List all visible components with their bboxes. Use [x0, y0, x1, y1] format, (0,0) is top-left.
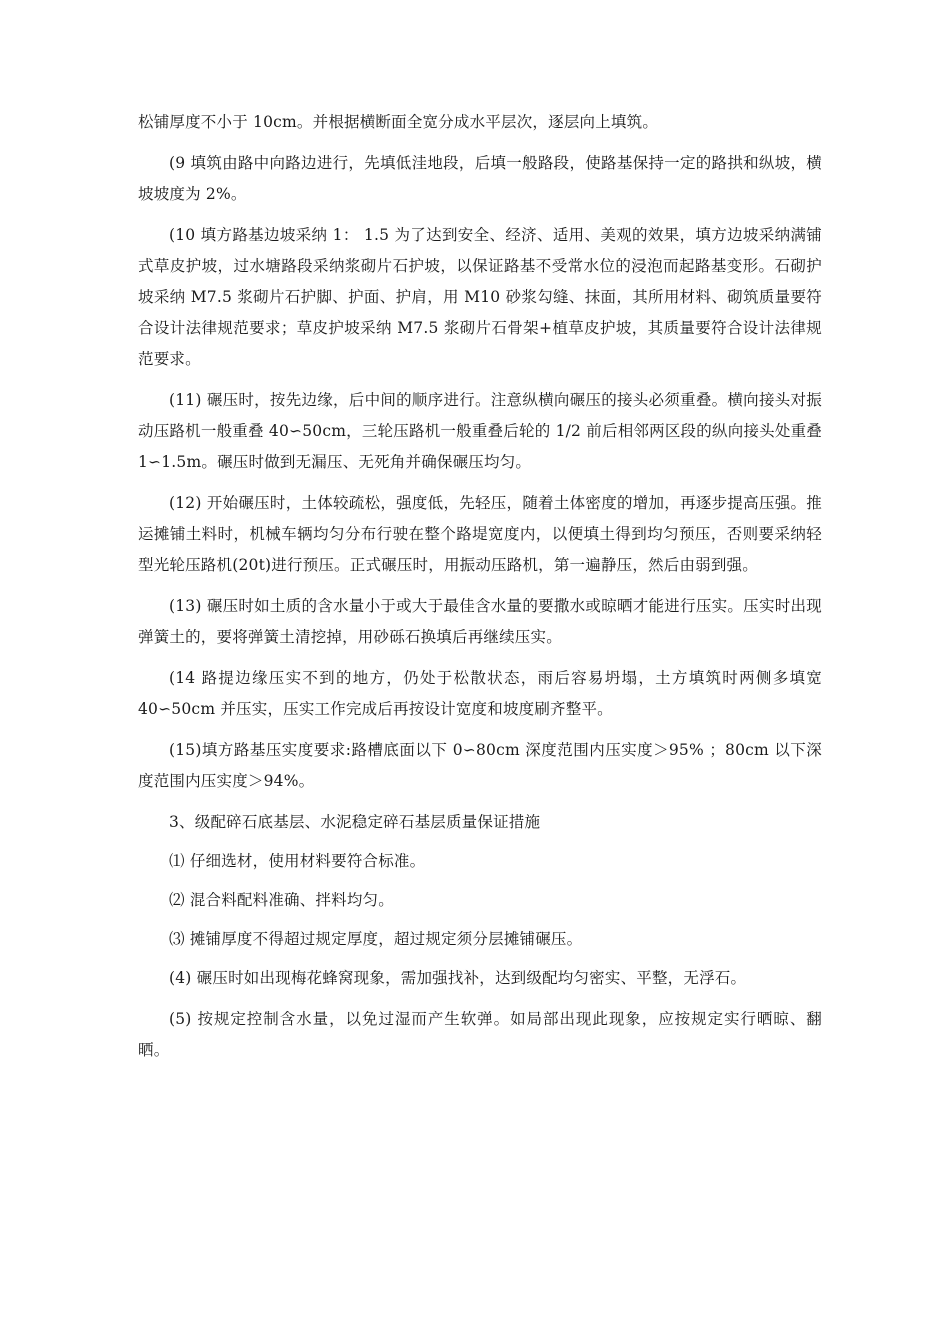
section-heading-3: 3、级配碎石底基层、水泥稳定碎石基层质量保证措施	[169, 813, 541, 831]
paragraph-item-9: (9 填筑由路中向路边进行，先填低洼地段，后填一般路段，使路基保持一定的路拱和纵坡，横坡坡度为 2%。	[138, 154, 822, 203]
document-page	[138, 107, 822, 1076]
paragraph-item-12: (12) 开始碾压时，土体较疏松，强度低，先轻压，随着土体密度的增加，再逐步提高压强。推运摊铺土料时，机械车辆均匀分布行驶在整个路堤宽度内，以便填土得到均匀预压，否则要采纳轻型光轮压路机(20t)进行预压。正式碾压时，用振动压路机，第一遍静压，然后由弱到强。	[138, 494, 822, 574]
paragraph-item-10: (10 填方路基边坡采纳 1： 1.5 为了达到安全、经济、适用、美观的效果，填方边坡采纳满铺式草皮护坡，过水塘路段采纳浆砌片石护坡，以保证路基不受常水位的浸泡而起路基变形。石砌护坡采纳 M7.5 浆砌片石护脚、护面、护肩，用 M10 砂浆勾缝、抹面，其所用材料、砌筑质量要符合设计法律规范要求；草皮护坡采纳 M7.5 浆砌片石骨架+植草皮护坡，其质量要符合设计法律规范要求。	[138, 226, 822, 368]
paragraph-item-15: (15)填方路基压实度要求:路槽底面以下 0∽80cm 深度范围内压实度＞95% ；80cm 以下深度范围内压实度＞94%。	[138, 741, 822, 790]
paragraph-item-14: (14 路提边缘压实不到的地方，仍处于松散状态，雨后容易坍塌，土方填筑时两侧多填宽 40∽50cm 并压实，压实工作完成后再按设计宽度和坡度刷齐整平。	[138, 669, 822, 718]
list-item-4: (4) 碾压时如出现梅花蜂窝现象，需加强找补，达到级配均匀密实、平整，无浮石。	[169, 969, 747, 987]
paragraph-item-13: (13) 碾压时如土质的含水量小于或大于最佳含水量的要撒水或晾晒才能进行压实。压实时出现弹簧土的，要将弹簧土清挖掉，用砂砾石换填后再继续压实。	[138, 597, 822, 646]
list-item-5: (5) 按规定控制含水量，以免过湿而产生软弹。如局部出现此现象，应按规定实行晒晾、翻晒。	[138, 1010, 822, 1059]
list-item-2: ⑵ 混合料配料准确、拌料均匀。	[169, 891, 394, 909]
list-item-1: ⑴ 仔细选材，使用材料要符合标准。	[169, 852, 426, 870]
paragraph-continuation: 松铺厚度不小于 10cm。并根据横断面全宽分成水平层次，逐层向上填筑。	[138, 113, 659, 131]
paragraph-item-11: (11) 碾压时，按先边缘，后中间的顺序进行。注意纵横向碾压的接头必须重叠。横向接头对振动压路机一般重叠 40∽50cm，三轮压路机一般重叠后轮的 1/2 前后相邻两区段的纵向接头处重叠 1∽1.5m。碾压时做到无漏压、无死角并确保碾压均匀。	[138, 391, 822, 471]
list-item-3: ⑶ 摊铺厚度不得超过规定厚度，超过规定须分层摊铺碾压。	[169, 930, 583, 948]
